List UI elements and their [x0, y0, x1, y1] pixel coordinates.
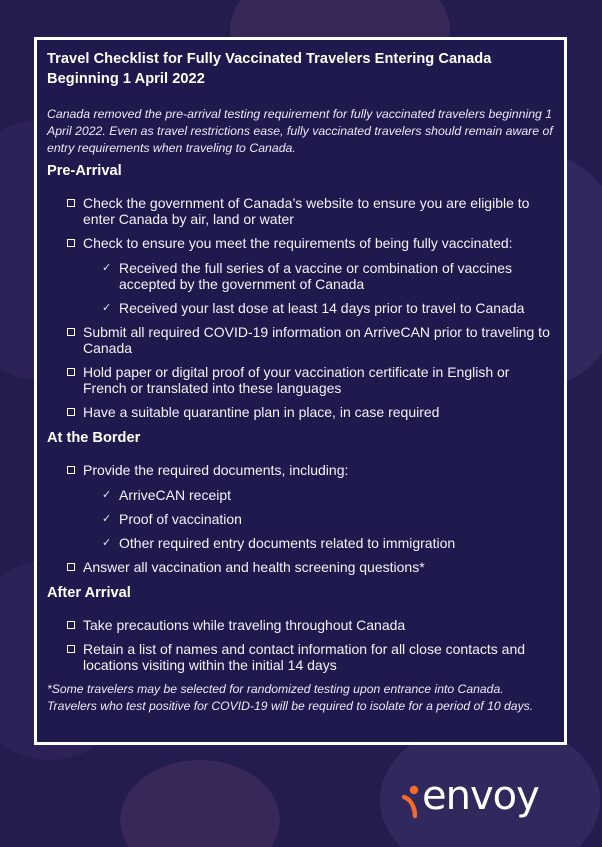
checklist-item: [47, 195, 554, 227]
section-heading: At the Border: [47, 430, 141, 446]
checkbox-icon[interactable]: [67, 621, 75, 629]
logo-wordmark: envoy: [422, 773, 539, 819]
logo-arc: [404, 797, 415, 816]
title-line-2: Beginning 1 April 2022: [47, 71, 205, 87]
logo-dot: [410, 786, 418, 794]
sub-item-text: ArriveCAN receipt: [119, 487, 232, 503]
checklist-item-text: Have a suitable quarantine plan in place, in case required: [83, 404, 440, 420]
map-shape: [120, 760, 280, 847]
checklist-item-text: Answer all vaccination and health screening questions*: [83, 559, 425, 575]
checkbox-icon[interactable]: [67, 328, 75, 336]
sub-item: [47, 260, 554, 292]
sub-checklist: [83, 260, 554, 316]
checkmark-icon: ✓: [102, 513, 112, 525]
checklist-item: [47, 559, 554, 575]
checklist: [47, 195, 554, 420]
sub-item: [47, 300, 554, 316]
checkbox-icon[interactable]: [67, 199, 75, 207]
checkbox-icon[interactable]: [67, 408, 75, 416]
intro-text: Canada removed the pre-arrival testing requirement for fully vaccinated travelers beginning 1 April 2022. Even as travel restrictions ease, fully vaccinated travelers should remain aware of entry requirements when traveling to Canada.: [47, 107, 553, 155]
sub-item-text: Received your last dose at least 14 days prior to travel to Canada: [119, 300, 525, 316]
checklist-item-text: Take precautions while traveling throughout Canada: [83, 617, 406, 633]
checklist-item-text: Check to ensure you meet the requirements of being fully vaccinated:: [83, 235, 513, 251]
envoy-logo: [402, 773, 572, 820]
logo-figure-icon: [402, 780, 424, 820]
section-heading: Pre-Arrival: [47, 163, 122, 179]
checklist-item: [47, 324, 554, 356]
checklist: [47, 617, 554, 673]
checklist-item-text: Retain a list of names and contact information for all close contacts and locations visiting within the initial 14 days: [83, 641, 526, 673]
checklist: [47, 462, 554, 575]
checklist-item: [47, 404, 554, 420]
section-heading: After Arrival: [47, 585, 131, 601]
checklist-item-text: Provide the required documents, including:: [83, 462, 349, 478]
checklist-item-text: Check the government of Canada’s website to ensure you are eligible to enter Canada by air, land or water: [83, 195, 530, 227]
checkbox-icon[interactable]: [67, 466, 75, 474]
checklist-item: [47, 617, 554, 633]
checkmark-icon: ✓: [102, 489, 112, 501]
sub-checklist: [83, 487, 554, 551]
checkbox-icon[interactable]: [67, 645, 75, 653]
checklist-item: [47, 235, 554, 316]
title-line-1: Travel Checklist for Fully Vaccinated Travelers Entering Canada: [47, 51, 492, 67]
sub-item-text: Proof of vaccination: [119, 511, 242, 527]
checkbox-icon[interactable]: [67, 368, 75, 376]
checklist-item-text: Submit all required COVID-19 information on ArriveCAN prior to traveling to Canada: [83, 324, 550, 356]
sub-item: [47, 511, 554, 527]
checklist-item: [47, 641, 554, 673]
sub-item-text: Other required entry documents related to immigration: [119, 535, 456, 551]
footnote: *Some travelers may be selected for randomized testing upon entrance into Canada. Travelers who test positive for COVID-19 will be required to isolate for a period of 10 days.: [47, 682, 534, 713]
checklist-card: [34, 37, 567, 745]
sub-item: [47, 487, 554, 503]
checkmark-icon: ✓: [102, 537, 112, 549]
sub-item: [47, 535, 554, 551]
page-title: [47, 49, 554, 89]
checkbox-icon[interactable]: [67, 563, 75, 571]
sub-item-text: Received the full series of a vaccine or combination of vaccines accepted by the government of Canada: [119, 260, 512, 292]
checklist-item: [47, 462, 554, 551]
checklist-item: [47, 364, 554, 396]
checkmark-icon: ✓: [102, 302, 112, 314]
checkmark-icon: ✓: [102, 262, 112, 274]
checklist-item-text: Hold paper or digital proof of your vaccination certificate in English or French or translated into these languages: [83, 364, 510, 396]
checkbox-icon[interactable]: [67, 239, 75, 247]
checklist-sections: [47, 161, 554, 673]
